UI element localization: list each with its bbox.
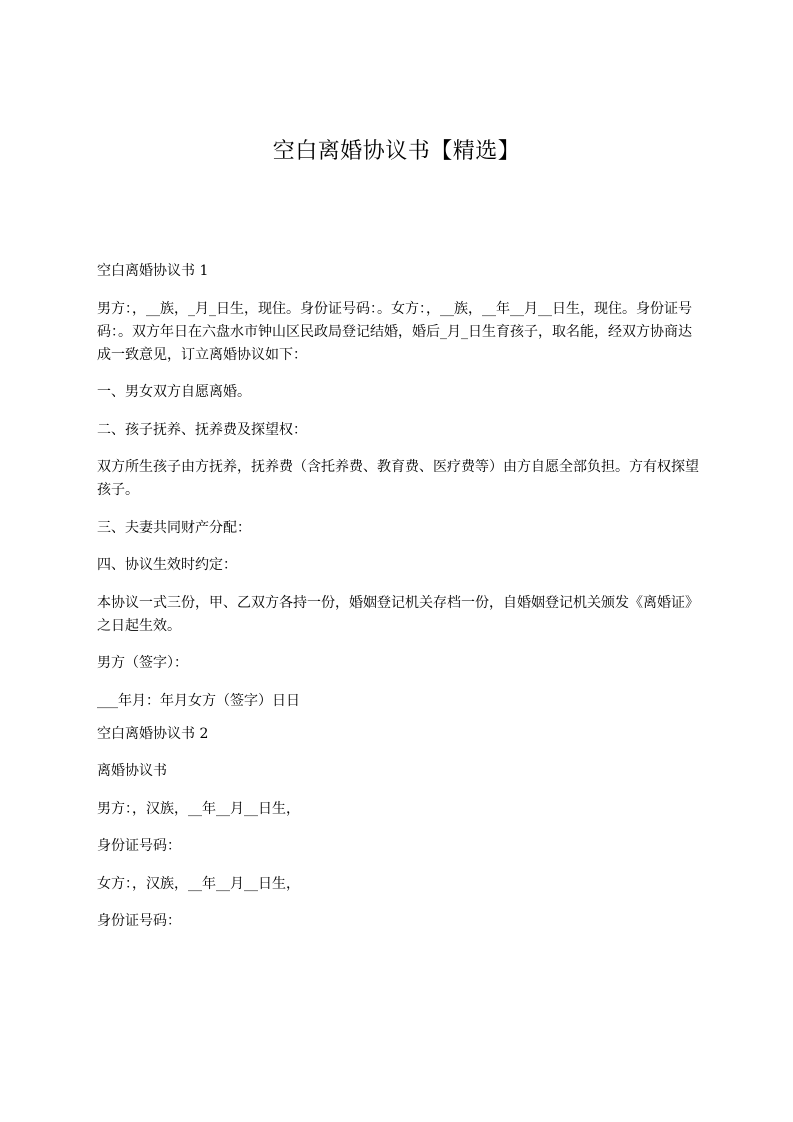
section-heading-1: 空白离婚协议书 1 (97, 263, 209, 279)
document-body (97, 260, 703, 948)
custody-paragraph: 双方所生孩子由方抚养，抚养费（含托养费、教育费、医疗费等）由方自愿全部负担。方有权探望孩子。 (97, 459, 699, 498)
section-heading-2: 空白离婚协议书 2 (97, 725, 209, 742)
effective-paragraph: 本协议一式三份，甲、乙双方各持一份，婚姻登记机关存档一份，自婚姻登记机关颁发《离婚证》之日起生效。 (97, 594, 699, 634)
male-signature-line: 男方（签字）： (97, 655, 188, 671)
clause-3-heading: 三、夫妻共同财产分配： (97, 519, 251, 536)
male-id-line: 身份证号码： (97, 838, 181, 854)
date-signature-line: ___年月：年月女方（签字）日日 (97, 692, 300, 709)
clause-1: 一、男女双方自愿离婚。 (97, 384, 251, 400)
clause-4-heading: 四、协议生效时约定： (97, 557, 237, 573)
female-info-line: 女方：，汉族，__年__月__日生， (97, 875, 300, 892)
parties-paragraph: 男方：，__族，_月_日生，现住。身份证号码：。女方：，__族，__年__月__日生，现住。身份证号码：。双方年日在六盘水市钟山区民政局登记结婚，婚后_月_日生育孩子，取名能，经双方协商达成一致意见，订立离婚协议如下： (97, 300, 692, 363)
clause-2-heading: 二、孩子抚养、抚养费及探望权： (97, 421, 307, 438)
male-info-line: 男方：，汉族，__年__月__日生， (97, 800, 300, 817)
agreement-subtitle: 离婚协议书 (97, 763, 167, 779)
female-id-line: 身份证号码： (97, 913, 181, 929)
document-title: 空白离婚协议书【精选】 (272, 139, 521, 164)
